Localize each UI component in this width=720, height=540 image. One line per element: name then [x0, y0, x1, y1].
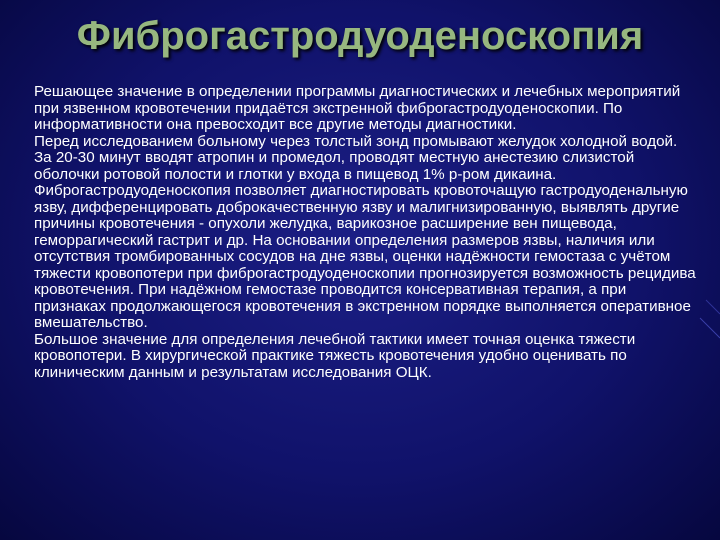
paragraph-text: . По информативности она превосходит все другие методы диагностики.: [34, 99, 623, 133]
paragraph: Большое значение для определения лечебной тактики имеет точная оценка тяжести кровопотери. В хирургической практике тяжесть кровотечения удобно оценивать по клиническим данным и результатам исследования ОЦК.: [34, 330, 636, 381]
slide-body: [34, 84, 696, 381]
paragraph-text: Решающее значение в определении программы диагностических и лечебных мероприятий при язвенном кровотечении придаётся: [34, 83, 681, 117]
highlighted-term: экстренной фиброгастродуоденоскопии: [312, 99, 595, 117]
decorative-line: [706, 300, 720, 314]
decorative-line: [700, 318, 720, 338]
slide-title: Фиброгастродуоденоскопия: [76, 14, 644, 58]
paragraph: [34, 84, 696, 134]
paragraph: Перед исследованием больному через толстый зонд промывают желудок холодной водой. За 20-30 минут вводят атропин и промедол, проводят местную анестезию слизистой оболочки ротовой полости и глотки у входа в пищевод 1% р-ром дикаина.: [34, 132, 678, 183]
paragraph: Фиброгастродуоденоскопия позволяет диагностировать кровоточащую гастродуоденальную язву, дифференцировать доброкачественную язву и малигнизированную, выявлять другие причины кровотечения - опухоли желудка, варикозное расширение вен пищевода, геморрагический гастрит и др. На основании определения размеров язвы, наличия или отсутствия тромбированных сосудов на дне язвы, оценки надёжности гемостаза с учётом тяжести кровопотери при фиброгастродуоденоскопии прогнозируется возможность рецидива кровотечения. При надёжном гемостазе проводится консервативная терапия, а при признаках продолжающегося кровотечения в экстренном порядке выполняется оперативное вмешательство.: [34, 182, 696, 331]
